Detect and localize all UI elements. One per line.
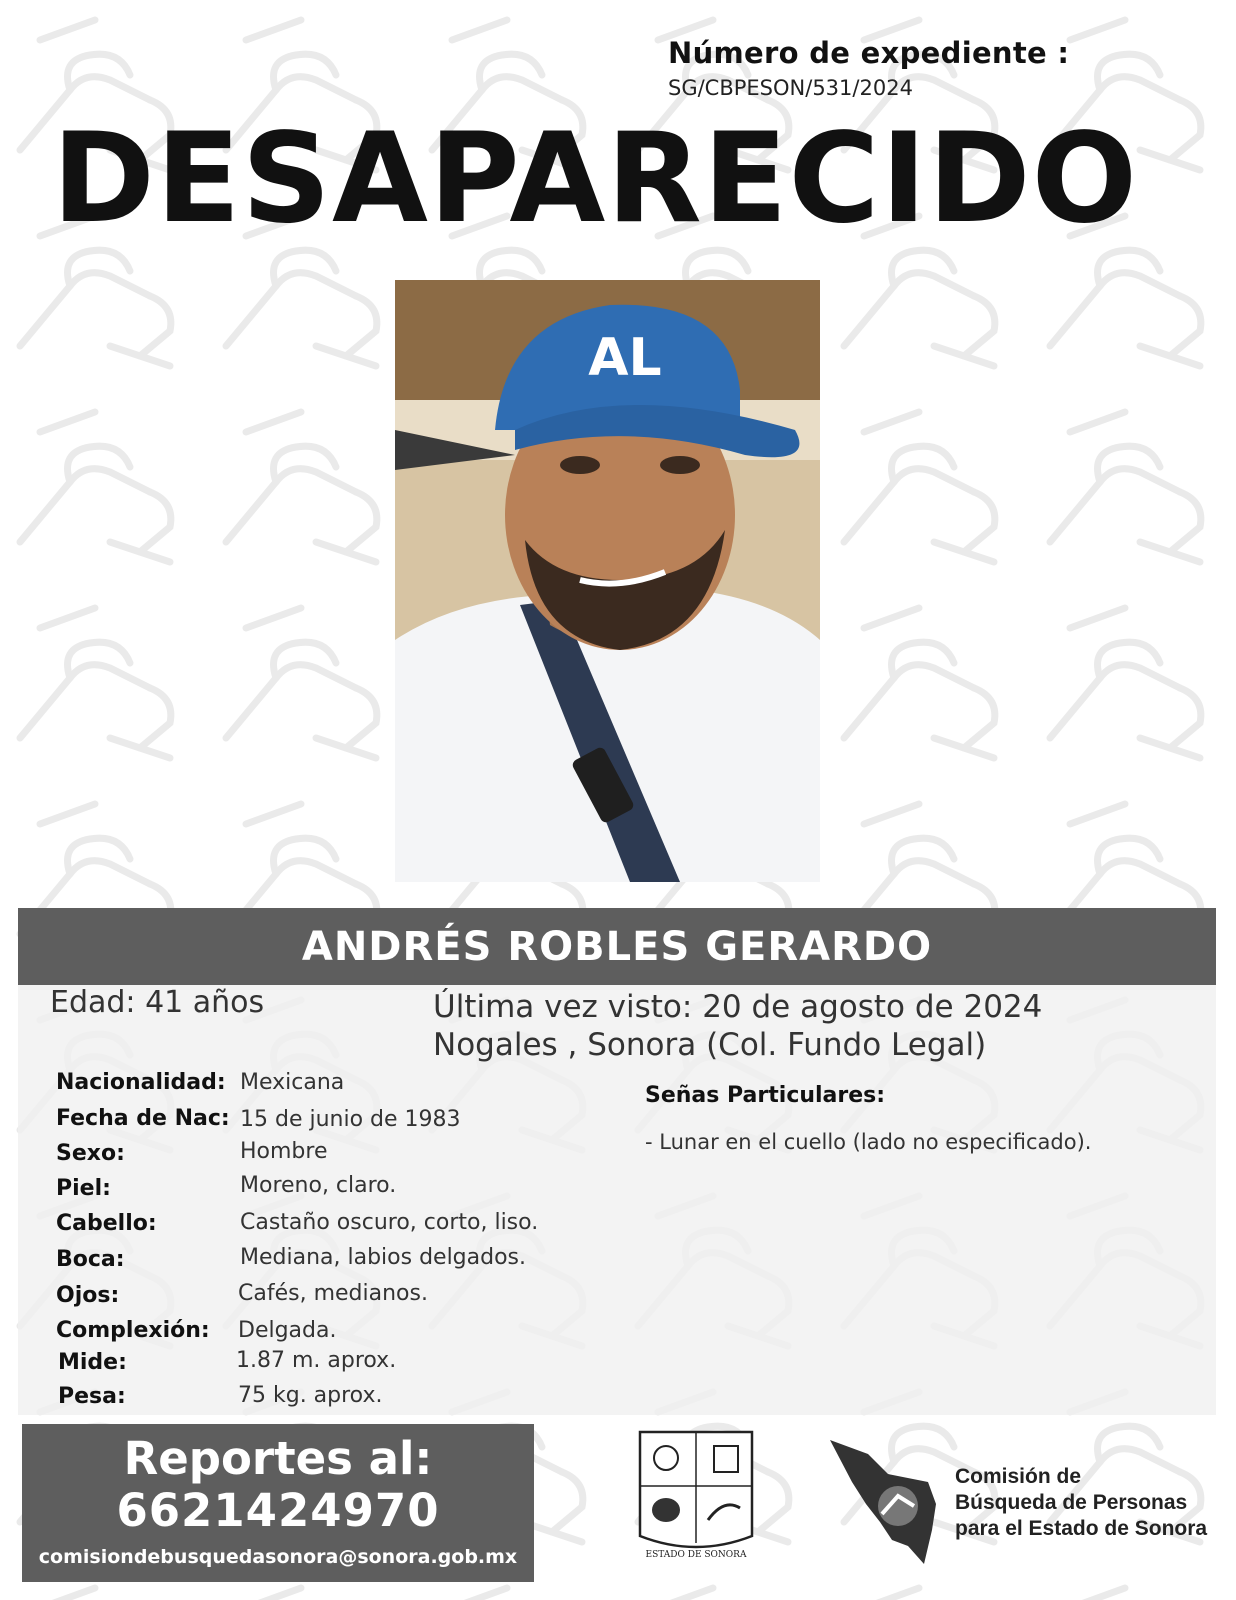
case-number: SG/CBPESON/531/2024	[668, 76, 913, 100]
detail-value: Castaño oscuro, corto, liso.	[240, 1210, 539, 1235]
distinguishing-mark-item: - Lunar en el cuello (lado no especificado).	[645, 1130, 1092, 1154]
distinguishing-marks-label: Señas Particulares:	[645, 1083, 886, 1108]
detail-label: Pesa:	[58, 1384, 126, 1409]
detail-value: Mediana, labios delgados.	[240, 1245, 527, 1270]
report-label: Reportes al:	[123, 1432, 433, 1485]
report-email[interactable]: comisiondebusquedasonora@sonora.gob.mx	[38, 1546, 518, 1568]
detail-label: Sexo:	[56, 1141, 125, 1166]
commission-name	[955, 1464, 1207, 1542]
person-age: Edad: 41 años	[50, 985, 265, 1020]
commission-name-line: Comisión de	[955, 1465, 1082, 1488]
detail-value: Hombre	[240, 1139, 328, 1164]
poster-title: DESAPARECIDO	[52, 107, 1139, 251]
detail-value: 1.87 m. aprox.	[236, 1348, 397, 1373]
detail-label: Piel:	[56, 1176, 111, 1201]
detail-value: 75 kg. aprox.	[238, 1383, 383, 1408]
detail-label: Cabello:	[56, 1211, 157, 1236]
last-seen-location: Nogales , Sonora (Col. Fundo Legal)	[433, 1027, 987, 1063]
detail-value: Cafés, medianos.	[238, 1281, 428, 1306]
detail-value: Delgada.	[238, 1318, 337, 1343]
report-box	[22, 1424, 534, 1582]
svg-text:AL: AL	[588, 328, 662, 388]
detail-value: 15 de junio de 1983	[240, 1107, 461, 1132]
detail-label: Mide:	[58, 1350, 127, 1375]
case-number-label: Número de expediente :	[668, 36, 1070, 70]
commission-name-line: Búsqueda de Personas	[955, 1491, 1188, 1514]
last-seen-date: Última vez visto: 20 de agosto de 2024	[433, 989, 1043, 1025]
detail-label: Nacionalidad:	[56, 1070, 226, 1095]
detail-value: Moreno, claro.	[240, 1173, 397, 1198]
detail-value: Mexicana	[240, 1070, 345, 1095]
state-seal-text: ESTADO DE SONORA	[645, 1550, 747, 1560]
detail-label: Fecha de Nac:	[56, 1106, 230, 1131]
detail-label: Ojos:	[56, 1283, 120, 1308]
sonora-map-logo-icon	[828, 1434, 950, 1566]
commission-name-line: para el Estado de Sonora	[955, 1517, 1208, 1540]
detail-label: Complexión:	[56, 1318, 210, 1343]
state-seal-icon	[636, 1428, 756, 1568]
person-name: ANDRÉS ROBLES GERARDO	[301, 923, 933, 970]
report-phone[interactable]: 6621424970	[116, 1484, 440, 1537]
detail-label: Boca:	[56, 1247, 125, 1272]
